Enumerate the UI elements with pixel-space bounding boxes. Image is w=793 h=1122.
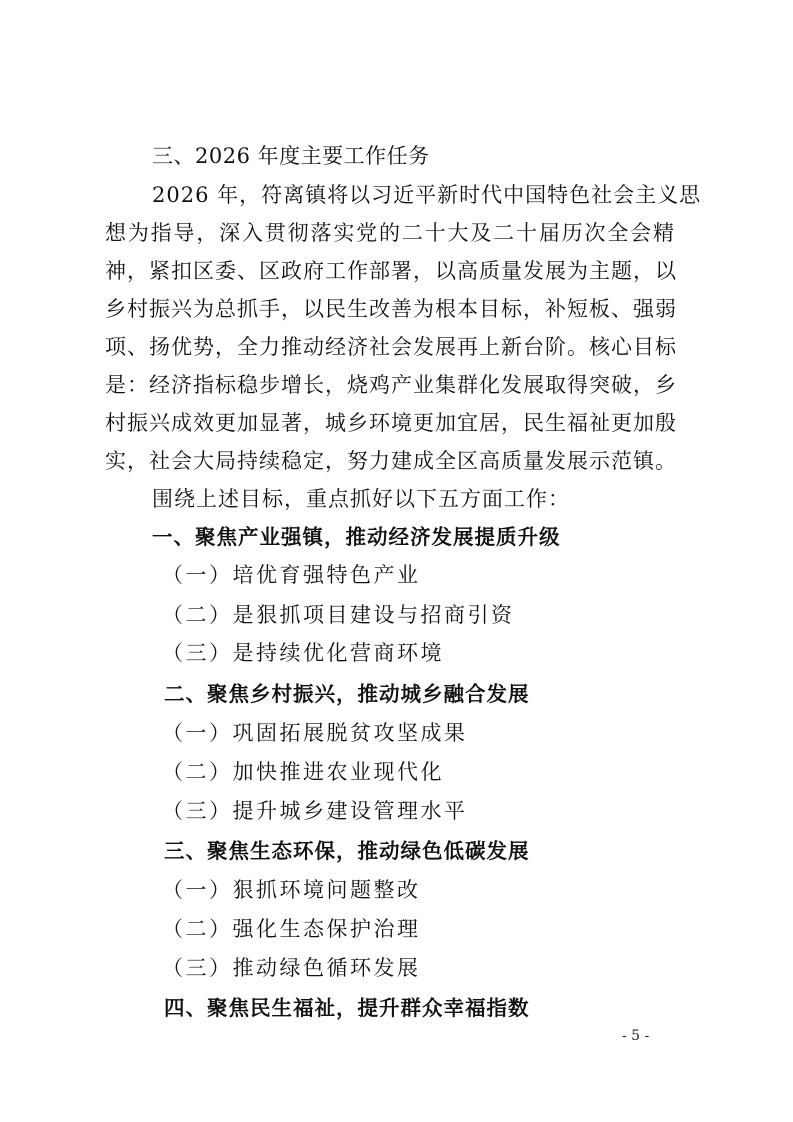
section-2-item-1: （一）巩固拓展脱贫攻坚成果 xyxy=(162,721,468,745)
focus-line: 围绕上述目标，重点抓好以下五方面工作： xyxy=(152,487,570,511)
page-number: - 5 - xyxy=(622,1028,650,1044)
intro-line-4: 乡村振兴为总抓手，以民生改善为根本目标，补短板、强弱 xyxy=(105,297,677,321)
section-title-4: 四、聚焦民生福祉，提升群众幸福指数 xyxy=(164,996,530,1020)
section-1-item-3: （三）是持续优化营商环境 xyxy=(162,641,444,665)
section-3-item-2: （二）强化生态保护治理 xyxy=(162,917,421,941)
section-1-item-2: （二）是狠抓项目建设与招商引资 xyxy=(162,603,515,627)
intro-line-5: 项、扬优势，全力推动经济社会发展再上新台阶。核心目标 xyxy=(105,335,677,359)
intro-line-1: 2026 年，符离镇将以习近平新时代中国特色社会主义思 xyxy=(152,183,702,207)
section-3-item-3: （三）推动绿色循环发展 xyxy=(162,956,421,980)
section-title-1: 一、聚焦产业强镇，推动经济发展提质升级 xyxy=(152,525,561,549)
section-heading: 三、2026 年度主要工作任务 xyxy=(152,144,430,168)
section-2-item-3: （三）提升城乡建设管理水平 xyxy=(162,799,468,823)
section-3-item-1: （一）狠抓环境问题整改 xyxy=(162,878,421,902)
intro-line-3: 神，紧扣区委、区政府工作部署，以高质量发展为主题，以 xyxy=(105,259,677,283)
section-1-item-1: （一）培优育强特色产业 xyxy=(162,563,421,587)
section-title-2: 二、聚焦乡村振兴，推动城乡融合发展 xyxy=(164,682,530,706)
intro-line-6: 是：经济指标稳步增长，烧鸡产业集群化发展取得突破，乡 xyxy=(105,373,677,397)
section-2-item-2: （二）加快推进农业现代化 xyxy=(162,760,444,784)
intro-line-8: 实，社会大局持续稳定，努力建成全区高质量发展示范镇。 xyxy=(105,449,677,473)
section-title-3: 三、聚焦生态环保，推动绿色低碳发展 xyxy=(164,839,530,863)
intro-line-2: 想为指导，深入贯彻落实党的二十大及二十届历次全会精 xyxy=(105,221,675,245)
intro-line-7: 村振兴成效更加显著，城乡环境更加宜居，民生福祉更加殷 xyxy=(105,411,677,435)
